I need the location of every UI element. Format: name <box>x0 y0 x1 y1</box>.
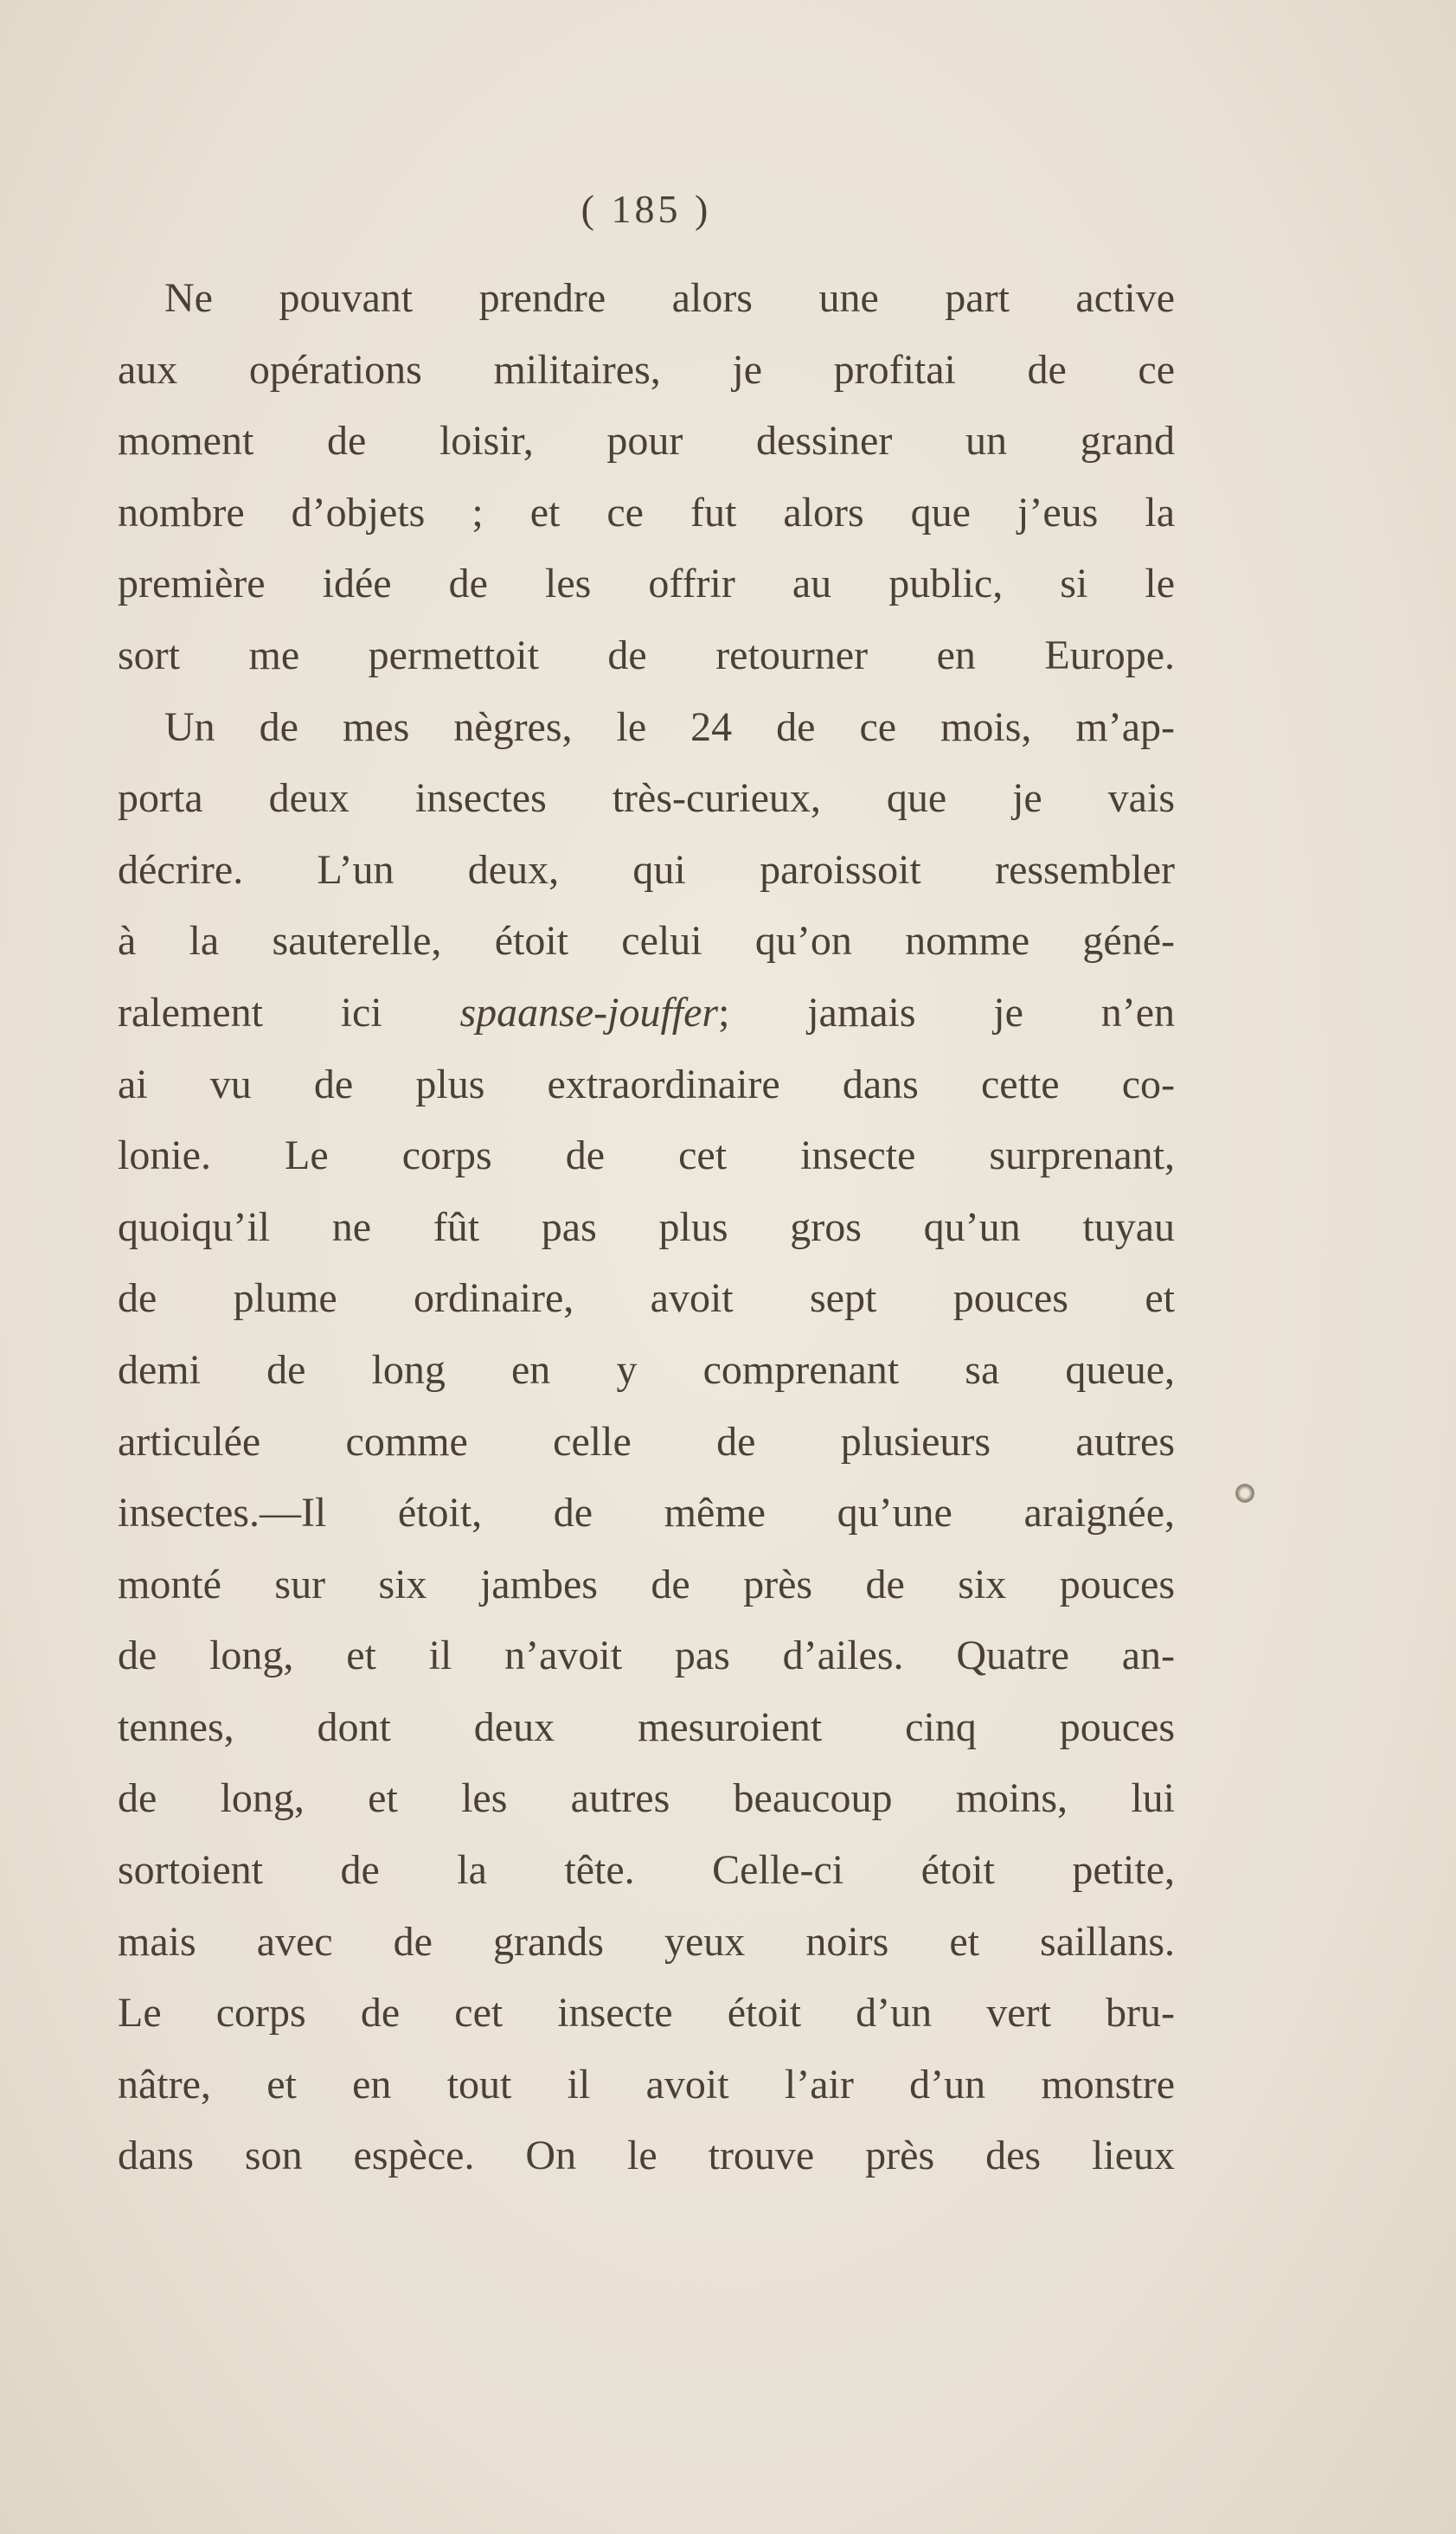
text-line <box>118 1699 1175 1771</box>
text-segment: décrire. L’un deux, qui paroissoit ressembler <box>118 846 1175 893</box>
text-segment: aux opérations militaires, je profitai de ce <box>118 346 1175 393</box>
text-line <box>118 1485 1175 1556</box>
text-segment: dans son espèce. On le trouve près des lieux <box>118 2133 1175 2179</box>
text-segment: première idée de les offrir au public, si le <box>118 561 1175 607</box>
text-line <box>118 484 1175 556</box>
text-segment: ralement ici <box>118 989 460 1036</box>
text-segment: lonie. Le corps de cet insecte surprenant, <box>118 1132 1175 1179</box>
text-segment: de long, et il n’avoit pas d’ailes. Quatre an- <box>118 1633 1175 1679</box>
text-line <box>118 1199 1175 1271</box>
text-segment: insectes.—Il étoit, de même qu’une araignée, <box>118 1490 1175 1536</box>
text-segment: Le corps de cet insecte étoit d’un vert bru- <box>118 1990 1175 2037</box>
text-line <box>118 985 1175 1056</box>
text-line <box>118 627 1175 699</box>
text-segment: moment de loisir, pour dessiner un grand <box>118 418 1175 465</box>
text-segment: mais avec de grands yeux noirs et saillans. <box>118 1918 1175 1965</box>
body-text <box>118 270 1175 2199</box>
italic-term: spaanse-jouffer <box>459 989 719 1036</box>
text-segment: demi de long en y comprenant sa queue, <box>118 1346 1175 1393</box>
text-line <box>118 1056 1175 1128</box>
text-line <box>118 1842 1175 1914</box>
text-segment: sortoient de la tête. Celle-ci étoit petite, <box>118 1847 1175 1894</box>
text-line <box>118 1556 1175 1628</box>
text-line <box>118 1342 1175 1414</box>
text-line <box>118 770 1175 842</box>
text-line <box>118 413 1175 484</box>
text-segment: monté sur six jambes de près de six pouces <box>118 1561 1175 1607</box>
text-segment: quoiqu’il ne fût pas plus gros qu’un tuyau <box>118 1203 1175 1250</box>
text-line <box>118 1127 1175 1199</box>
text-segment: ai vu de plus extraordinaire dans cette co- <box>118 1061 1175 1107</box>
text-line <box>118 555 1175 627</box>
text-segment: sort me permettoit de retourner en Europe. <box>118 632 1175 678</box>
text-segment: de plume ordinaire, avoit sept pouces et <box>118 1275 1175 1322</box>
text-line <box>118 1627 1175 1699</box>
page-number: ( 185 ) <box>580 187 712 231</box>
paper-blemish <box>1235 1484 1254 1503</box>
text-segment: à la sauterelle, étoit celui qu’on nomme géné- <box>118 918 1175 965</box>
text-segment: ; jamais je n’en <box>718 989 1175 1036</box>
text-line <box>118 1270 1175 1342</box>
text-line <box>118 842 1175 914</box>
text-line <box>118 2127 1175 2199</box>
text-line <box>118 270 1175 342</box>
text-line <box>118 1414 1175 1485</box>
text-line <box>118 1770 1175 1842</box>
text-line <box>118 1914 1175 1986</box>
text-line <box>118 913 1175 985</box>
text-segment: nâtre, et en tout il avoit l’air d’un monstre <box>118 2061 1175 2107</box>
text-segment: tennes, dont deux mesuroient cinq pouces <box>118 1703 1175 1750</box>
text-segment: Ne pouvant prendre alors une part active <box>164 275 1175 321</box>
text-line <box>118 2056 1175 2128</box>
text-line <box>118 699 1175 771</box>
text-segment: nombre d’objets ; et ce fut alors que j’eus la <box>118 489 1175 536</box>
text-line <box>118 1985 1175 2056</box>
text-segment: de long, et les autres beaucoup moins, lui <box>118 1775 1175 1822</box>
text-line <box>118 342 1175 414</box>
text-segment: articulée comme celle de plusieurs autres <box>118 1418 1175 1465</box>
text-segment: Un de mes nègres, le 24 de ce mois, m’ap- <box>164 703 1175 750</box>
text-segment: porta deux insectes très-curieux, que je vais <box>118 775 1175 822</box>
